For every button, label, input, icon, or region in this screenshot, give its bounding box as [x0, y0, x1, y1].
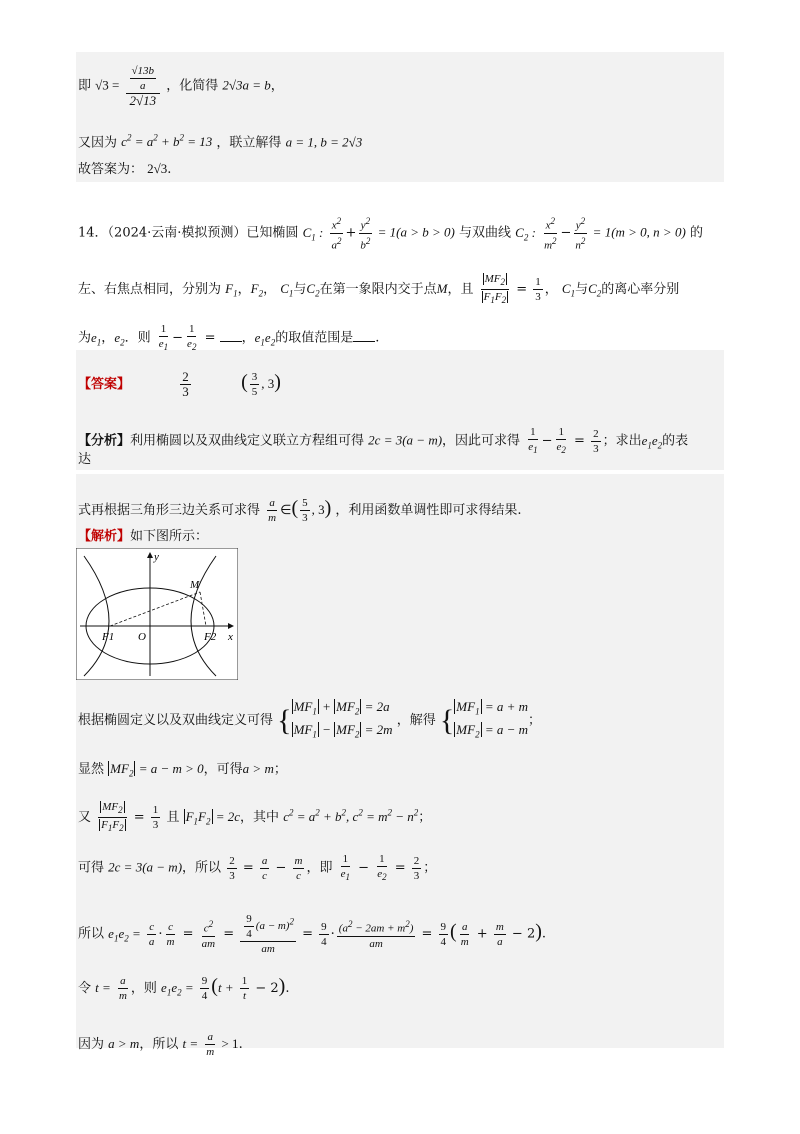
problem-line1: 14．（2024·云南·模拟预测）已知椭圆 $C_1$ : $\frac{x^2}{a^2}$ + $\frac{y^2}{b^2}$ = 1(a > b > 0) 与双曲线 $C_2$ : $\frac{x^2}{m^2}$ − $\frac{y^2}{n^2}$ = 1(m > 0, n > 0) 的 [78, 216, 703, 252]
label-F2: F2 [204, 631, 217, 643]
solution-step3: 又 $\frac{MF_2}{F_1F_2}$ = $\frac{1}{3}$ 且 $F_1F_2 = 2c$，其中 $c^2 = a^2 + b^2$, $c^2 = m^2 - n^2$； [78, 801, 432, 834]
solution-step4: 可得 2c = 3(a − m)，所以 $\frac{2}{3}$ = $\frac{a}{c}$ − $\frac{m}{c}$ ，即 $\frac{1}{e_1}$ − $\frac{1}{e_2}$ = $\frac{2}{3}$ ； [78, 853, 437, 883]
analysis-line1: 【分析】利用椭圆以及双曲线定义联立方程组可得 2c = 3(a − m)，因此可求得 $\frac{1}{e_1}$ − $\frac{1}{e_2}$ = $\frac{2}{3}$ ；求出$e_1e_2$的表 [78, 426, 689, 456]
block1-line1: 即 √3 = $\frac{\frac{√13b}{a}}{2√13}$ ，化简得 2√3a = b， [78, 65, 284, 108]
analysis-line2: 达 [78, 452, 92, 467]
label-O: O [138, 631, 146, 643]
problem-line2: 左、右焦点相同，分别为 $F_1$，$F_2$， $C_1$与$C_2$在第一象限内交于点M，且 $\frac{MF_2}{F_1F_2}$ = $\frac{1}{3}$ ， $C_1$与$C_2$的离心率分别 [78, 273, 680, 306]
analysis-line3: 式再根据三角形三边关系可求得 $\frac{a}{m}$ ∈( $\frac{5}{3}$ , 3) ，利用函数单调性即可求得结果. [78, 497, 522, 524]
ellipse-hyperbola-figure [76, 548, 238, 680]
solution-intro: 【解析】如下图所示： [78, 529, 209, 544]
label-x: x [228, 631, 233, 643]
answer-line: 【答案】 $\frac{2}{3}$ ( $\frac{3}{5}$ , 3) [78, 369, 281, 399]
label-F1: F1 [102, 631, 115, 643]
solution-step1: 根据椭圆定义以及双曲线定义可得 { $MF_1 + MF_2 = 2a$ $MF_1 - MF_2 = 2m$ ，解得 { $MF_1 = a + m$ $MF_2 = a - m$ ； [78, 699, 542, 740]
problem-line3: 为$e_1$，$e_2$．则 $\frac{1}{e_1}$ − $\frac{1}{e_2}$ = ，$e_1e_2$的取值范围是 . [78, 323, 380, 353]
label-M: M [190, 579, 200, 591]
label-y: y [154, 551, 159, 563]
solution-step5: 所以 $e_1e_2$ = $\frac{c}{a}$ · $\frac{c}{m}$ = $\frac{c^2}{am}$ = $\frac{9}{4}$ $(a - m)^2$ am = $\frac{9}{4}$ · $\frac{(a^2 - 2am + m^2)}{am}$ = $\frac{9}{4}$ ( $\frac{a}{m}$ + $\frac{m}{a}$ − 2). [78, 913, 547, 955]
solution-step7: 因为 a > m，所以 t = $\frac{a}{m}$ > 1. [78, 1031, 243, 1058]
block1-line3: 故答案为： 2√3. [78, 161, 172, 177]
block1-line2: 又因为 $c^2 = a^2 + b^2 = 13$ ，联立解得 a = 1, b = 2√3 [78, 133, 363, 151]
solution-step2: 显然 $MF_2 = a - m > 0$，可得a > m； [78, 761, 287, 779]
solution-step6: 令 t = $\frac{a}{m}$ ，则 $e_1e_2$ = $\frac{9}{4}$ (t + $\frac{1}{t}$ − 2). [78, 975, 290, 1002]
